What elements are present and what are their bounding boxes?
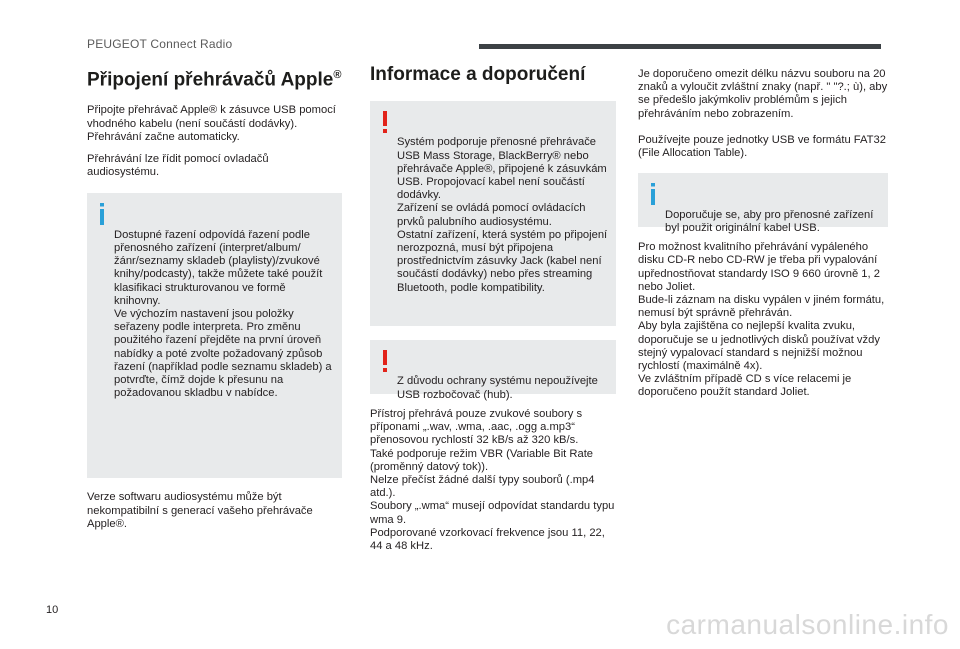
page-number: 10 bbox=[46, 604, 59, 616]
paragraph: Pro možnost kvalitního přehrávání vypáleného disku CD-R nebo CD-RW je třeba při vypalování upřednostňovat standardy ISO 9 660 úrovně 1, 2 nebo Joliet. Bude-li záznam na disku vypálen v jiném formátu, nemusí být správně přehráván. Aby byla zajištěna co nejlepší kvalita zvuku, doporučuje se u jednotlivých disků používat vždy stejný vypalovací standard s nejnižší možnou rychlostí (maximálně 4x). Ve zvláštním případě CD s více relacemi je doporučeno použít standard Joliet. bbox=[638, 241, 885, 399]
exclamation-icon bbox=[379, 111, 391, 133]
paragraph: Je doporučeno omezit délku názvu souboru na 20 znaků a vyloučit zvláštní znaky (např. " "?.; ù), aby se předešlo jakýmkoliv problémům s jejich přehráváním nebo zobrazením. bbox=[638, 68, 888, 120]
section-heading-apple: Připojení přehrávačů Apple® bbox=[87, 69, 342, 91]
paragraph: Přístroj přehrává pouze zvukové soubory s příponami „.wav, .wma, .aac, .ogg a.mp3“ přenosovou rychlostí 32 kB/s až 320 kB/s. Také podporuje režim VBR (Variable Bit Rate (proměnný datový tok)). Nelze přečíst žádné další typy souborů (.mp4 atd.). Soubory „.wma“ musejí odpovídat standardu typu wma 9. Podporované vzorkovací frekvence jsou 11, 22, 44 a 48 kHz. bbox=[370, 408, 615, 553]
paragraph: Verze softwaru audiosystému může být nekompatibilní s generací vašeho přehrávače Apple®. bbox=[87, 491, 313, 530]
watermark: carmanualsonline.info bbox=[666, 609, 949, 640]
column-1 bbox=[87, 64, 342, 540]
warning-box: Systém podporuje přenosné přehrávače USB Mass Storage, BlackBerry® nebo přehrávače Apple®, připojené k zásuvkám USB. Propojovací kabel není součástí dodávky. Zařízení se ovládá pomocí ovládacích prvků palubního audiosystému. Ostatní zařízení, která systém po připojení nerozpozná, musí být připojena prostřednictvím zásuvky Jack (kabel není součástí dodávky) nebo přes streaming Bluetooth, podle kompatibility. bbox=[370, 101, 616, 326]
exclamation-icon bbox=[379, 350, 391, 372]
info-box: Doporučuje se, aby pro přenosné zařízení byl použit originální kabel USB. bbox=[638, 173, 888, 227]
info-box: Dostupné řazení odpovídá řazení podle přenosného zařízení (interpret/album/žánr/seznamy skladeb (playlisty)/zvukové knihy/podcasty), takže můžete také použít klasifikaci strukturovanou ve formě knihovny. Ve výchozím nastavení jsou položky seřazeny podle interpreta. Pro změnu použitého řazení přejděte na první úroveň nabídky a poté zvolte požadovaný způsob řazení (například podle seznamu skladeb) a potvrďte, čímž dojde k přesunu na požadovanou skladbu v nabídce. bbox=[87, 193, 342, 478]
paragraph: Používejte pouze jednotky USB ve formátu FAT32 (File Allocation Table). bbox=[638, 133, 886, 160]
info-icon bbox=[96, 203, 108, 225]
column-2 bbox=[370, 64, 616, 562]
column-3 bbox=[638, 68, 888, 409]
paragraph: Přehrávání lze řídit pomocí ovladačů audiosystému. bbox=[87, 152, 269, 179]
warning-box: Z důvodu ochrany systému nepoužívejte USB rozbočovač (hub). bbox=[370, 340, 616, 394]
paragraph: Připojte přehrávač Apple® k zásuvce USB pomocí vhodného kabelu (není součástí dodávky). Přehrávání začne automaticky. bbox=[87, 104, 336, 143]
running-header: PEUGEOT Connect Radio bbox=[87, 37, 233, 51]
header-bar bbox=[479, 44, 881, 49]
section-heading-info: Informace a doporučení bbox=[370, 64, 586, 85]
info-icon bbox=[647, 183, 659, 205]
